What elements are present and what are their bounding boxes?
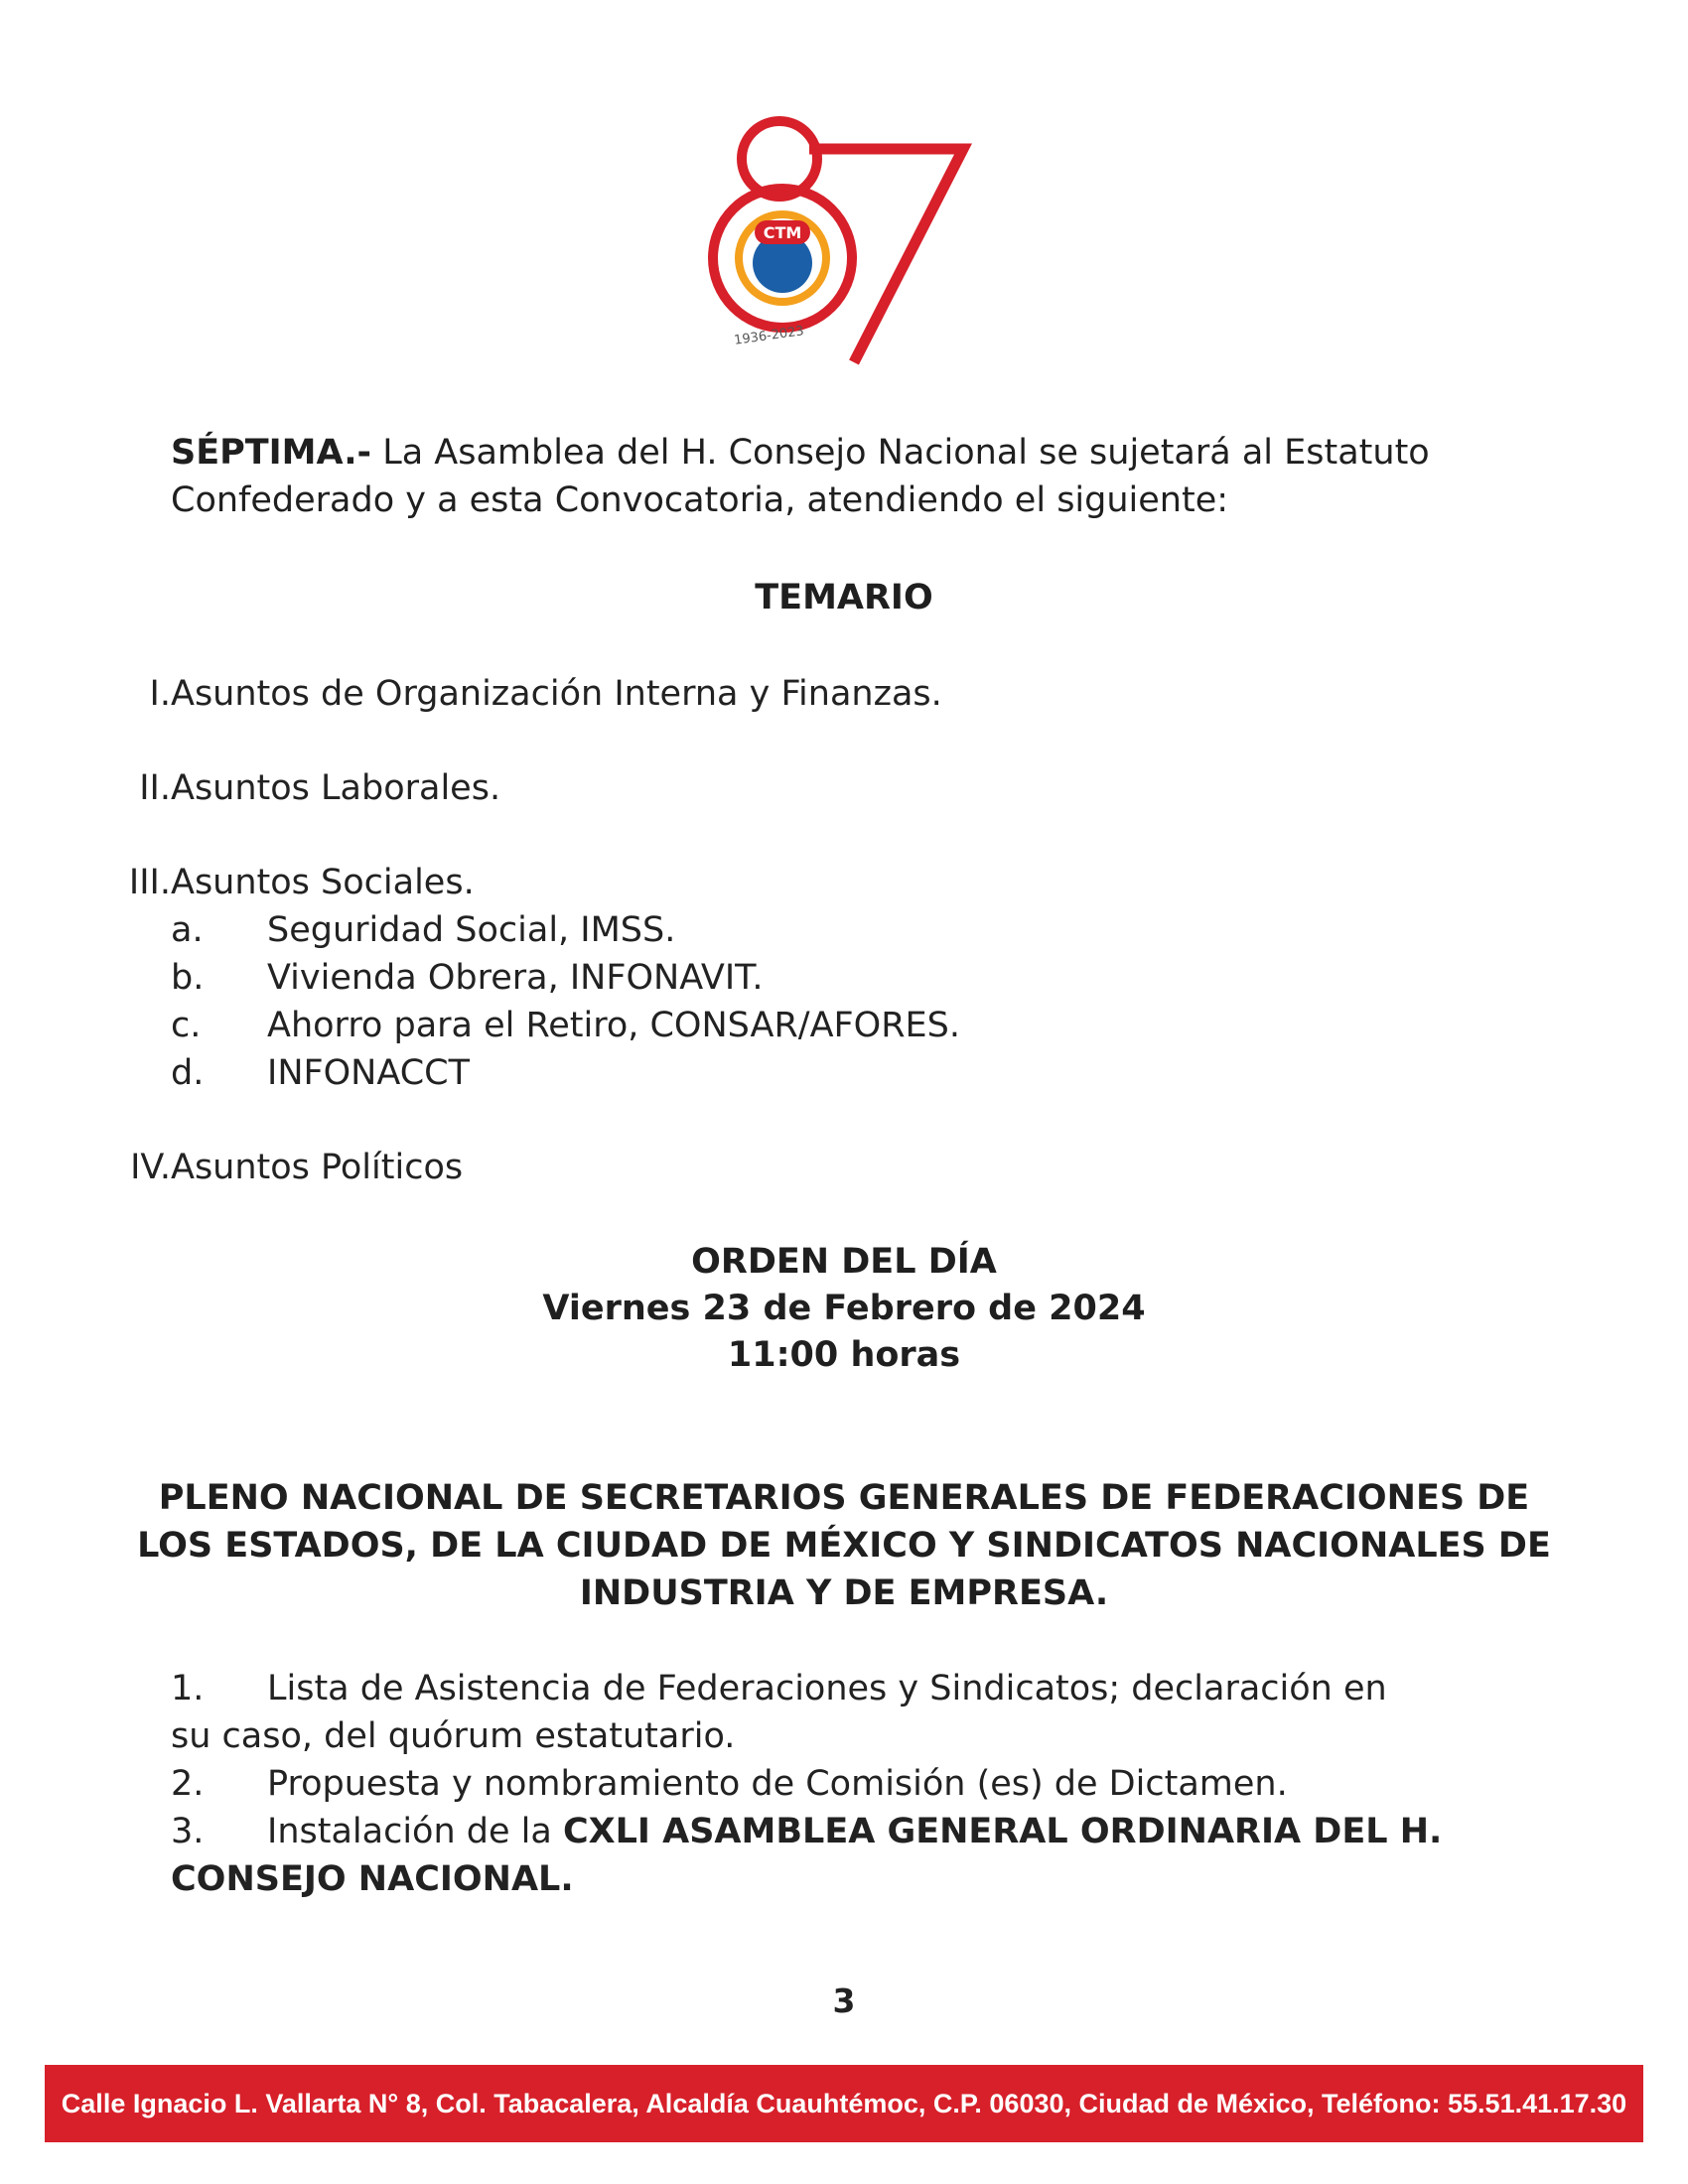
temario-subitem-a: a. Seguridad Social, IMSS. xyxy=(171,910,676,950)
temario-item-2 xyxy=(0,764,500,812)
temario-item-label: Asuntos Sociales. xyxy=(171,863,475,902)
footer-address-bar xyxy=(45,2065,1643,2142)
temario-subitem-c: c. Ahorro para el Retiro, CONSAR/AFORES. xyxy=(171,1006,960,1045)
footer-address: Calle Ignacio L. Vallarta N° 8, Col. Tabacalera, Alcaldía Cuauhtémoc, C.P. 06030, Ciudad de México, Teléfono: 55.51.41.17.30 xyxy=(61,2088,1627,2118)
orden-title: ORDEN DEL DÍA xyxy=(691,1242,997,1282)
temario-item-num: I. xyxy=(149,674,171,714)
orden-item-1: 1. Lista de Asistencia de Federaciones y Sindicatos; declaración en su caso, del quórum estatutario. xyxy=(171,1669,1387,1756)
septima-text-1: La Asamblea del H. Consejo Nacional se sujetará al Estatuto xyxy=(371,433,1430,473)
temario-subitem-b: b. Vivienda Obrera, INFONAVIT. xyxy=(171,958,764,998)
temario-item-label: Asuntos Laborales. xyxy=(171,768,501,808)
temario-item-label: Asuntos de Organización Interna y Finanzas. xyxy=(171,674,942,714)
page-number: 3 xyxy=(832,1981,856,2020)
temario-subitem-d: d. INFONACCT xyxy=(171,1053,470,1093)
temario-item-num: IV. xyxy=(130,1148,171,1187)
orden-item-3: 3. Instalación de la CXLI ASAMBLEA GENERAL ORDINARIA DEL H. CONSEJO NACIONAL. xyxy=(171,1812,1443,1899)
septima-text-2: Confederado y a esta Convocatoria, atendiendo el siguiente: xyxy=(171,480,1229,520)
ctm-87-logo xyxy=(695,109,973,367)
temario-item-num: III. xyxy=(128,863,171,902)
logo-years: 1936-2023 xyxy=(733,324,805,348)
temario-item-4 xyxy=(0,1144,463,1191)
orden-item-2: 2. Propuesta y nombramiento de Comisión (es) de Dictamen. xyxy=(171,1764,1288,1804)
pleno-heading: PLENO NACIONAL DE SECRETARIOS GENERALES DE FEDERACIONES DE LOS ESTADOS, DE LA CIUDAD DE MÉXICO Y SINDICATOS NACIONALES DE INDUSTRIA Y DE EMPRESA. xyxy=(137,1478,1551,1613)
temario-item-label: Asuntos Políticos xyxy=(171,1148,464,1187)
orden-date: Viernes 23 de Febrero de 2024 xyxy=(542,1289,1146,1328)
temario-item-1 xyxy=(0,670,942,718)
temario-item-num: II. xyxy=(139,768,171,808)
septima-paragraph xyxy=(171,429,1501,524)
orden-time: 11:00 horas xyxy=(727,1335,961,1375)
septima-label: SÉPTIMA.- xyxy=(171,433,372,473)
temario-title: TEMARIO xyxy=(755,578,933,617)
temario-item-3 xyxy=(0,859,475,906)
logo-org: CTM xyxy=(763,223,802,242)
